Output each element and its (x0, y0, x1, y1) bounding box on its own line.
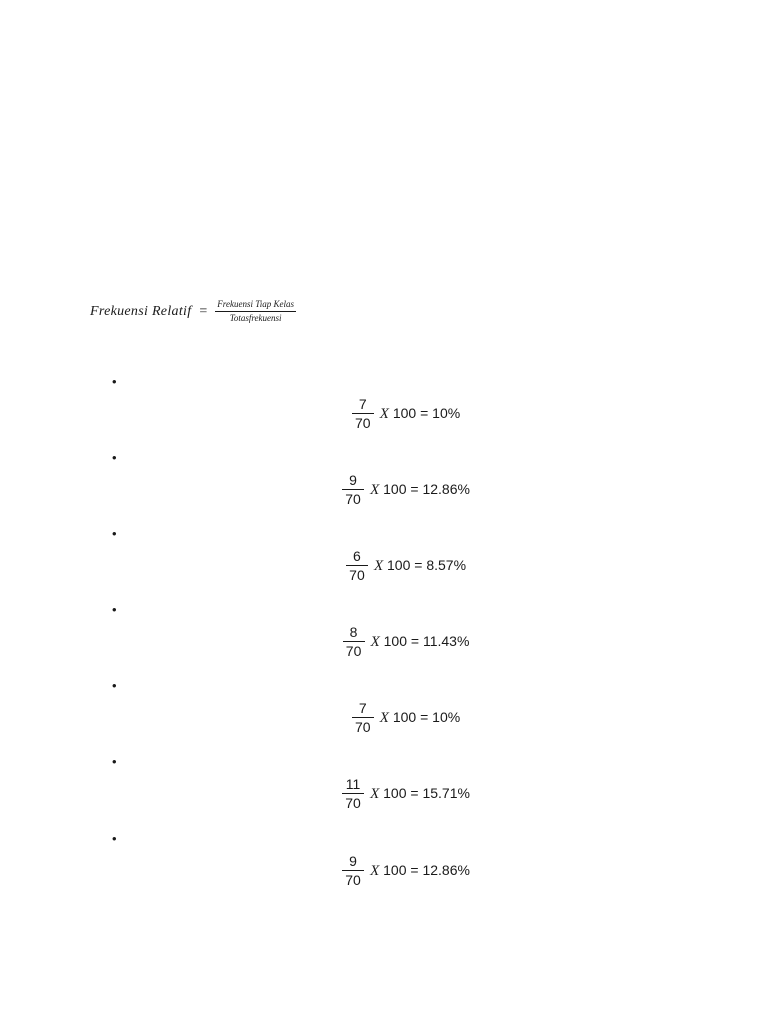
bullet-icon: • (112, 754, 117, 769)
calculation-expression (370, 785, 470, 803)
times-symbol: X (370, 785, 380, 802)
list-item (0, 831, 768, 901)
result-value: 11.43% (422, 632, 470, 649)
calculation (0, 547, 768, 584)
multiplier: 100 (383, 784, 407, 801)
list-item (0, 374, 768, 444)
fraction (343, 623, 365, 660)
times-symbol: X (370, 862, 380, 879)
multiplier: 100 (383, 480, 407, 497)
fraction (342, 775, 364, 812)
result-value: 10% (432, 404, 461, 421)
fraction (342, 852, 364, 889)
bullet-icon: • (112, 526, 117, 541)
fraction-numerator: 7 (352, 699, 374, 718)
calculation (0, 699, 768, 736)
equals-sign: = (420, 404, 429, 421)
fraction-denominator: 70 (345, 795, 361, 811)
equals-sign: = (410, 784, 419, 801)
calculation-expression (380, 709, 460, 727)
fraction-numerator: 6 (346, 547, 368, 566)
equals-sign: = (420, 708, 429, 725)
fraction-denominator: 70 (345, 643, 362, 659)
formula-denominator: Totasfrekuensi (229, 313, 282, 323)
calculation-expression (370, 862, 470, 880)
fraction-denominator: 70 (349, 567, 365, 583)
result-value: 12.86% (422, 861, 470, 878)
calculation-expression (380, 405, 460, 423)
calculation (0, 623, 768, 660)
fraction-numerator: 7 (352, 395, 374, 414)
fraction (342, 471, 364, 508)
multiplier: 100 (392, 404, 417, 421)
result-value: 15.71% (422, 784, 470, 801)
list-item (0, 678, 768, 748)
result-value: 10% (432, 708, 461, 725)
times-symbol: X (370, 633, 380, 650)
fraction (352, 395, 374, 432)
times-symbol: X (379, 405, 389, 422)
list-item (0, 754, 768, 824)
bullet-icon: • (112, 450, 117, 465)
fraction-denominator: 70 (345, 872, 361, 888)
bullet-icon: • (112, 678, 117, 693)
fraction (346, 547, 368, 584)
calculation-expression (371, 633, 470, 651)
fraction-numerator: 9 (342, 852, 364, 871)
calculation-expression (370, 481, 470, 499)
fraction-denominator: 70 (354, 415, 371, 431)
calculation (0, 775, 768, 812)
times-symbol: X (379, 709, 389, 726)
equals-sign: = (414, 556, 423, 573)
bullet-icon: • (112, 374, 117, 389)
fraction-denominator: 70 (354, 719, 371, 735)
multiplier: 100 (392, 708, 417, 725)
fraction-denominator: 70 (345, 491, 361, 507)
list-item (0, 602, 768, 672)
calculation-expression (374, 557, 466, 575)
bullet-icon: • (112, 831, 117, 846)
formula-fraction (215, 299, 296, 324)
bullet-icon: • (112, 602, 117, 617)
result-value: 12.86% (422, 480, 470, 497)
equals-sign: = (410, 480, 419, 497)
times-symbol: X (373, 557, 384, 574)
calculation (0, 395, 768, 432)
fraction (352, 699, 374, 736)
equals-sign: = (410, 861, 419, 878)
result-value: 8.57% (426, 556, 467, 573)
calculation (0, 471, 768, 508)
times-symbol: X (370, 481, 380, 498)
formula-lhs: Frekuensi Relatif (90, 303, 192, 319)
list-item (0, 526, 768, 596)
equals-sign: = (410, 632, 420, 649)
fraction-numerator: 8 (343, 623, 365, 642)
formula-numerator: Frekuensi Tiap Kelas (215, 299, 296, 312)
fraction-numerator: 11 (342, 775, 364, 794)
multiplier: 100 (383, 861, 407, 878)
fraction-numerator: 9 (342, 471, 364, 490)
list-item (0, 450, 768, 520)
multiplier: 100 (383, 632, 407, 649)
relative-frequency-formula (90, 299, 296, 324)
formula-equals: = (199, 303, 208, 319)
calculation (0, 852, 768, 889)
multiplier: 100 (387, 556, 411, 573)
